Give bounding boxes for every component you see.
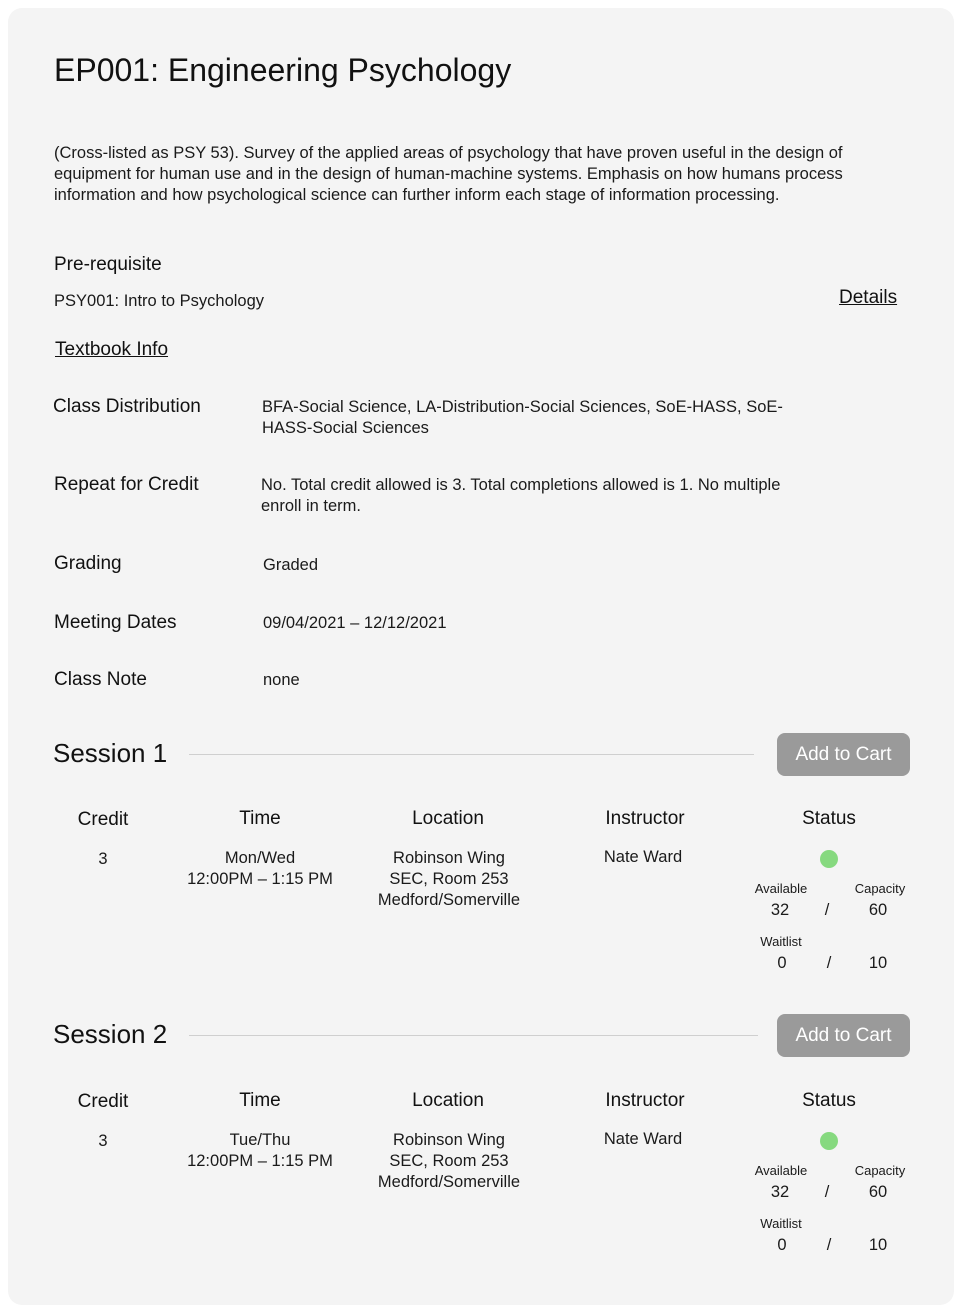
session-2-instructor: Nate Ward [603,1130,683,1148]
session-2-capacity-value: 60 [868,1183,888,1201]
class-note-value: none [263,671,300,689]
class-distribution-label: Class Distribution [53,396,201,417]
session-1-credit: 3 [98,850,108,868]
session-2-available-separator: / [824,1183,830,1201]
session-1-credit-header: Credit [77,809,129,830]
session-1-capacity-label: Capacity [854,881,906,896]
session-1-location-line-1: Robinson Wing [393,849,505,867]
session-2-waitlist-separator: / [826,1236,832,1254]
session-2-time: 12:00PM – 1:15 PM [187,1152,333,1170]
session-2-add-to-cart-button[interactable]: Add to Cart [777,1014,910,1057]
repeat-credit-label: Repeat for Credit [54,474,199,495]
textbook-info-link[interactable]: Textbook Info [55,339,169,360]
session-1-available-label: Available [754,881,808,896]
session-1-status-header: Status [802,808,856,829]
session-2-waitlist-label: Waitlist [760,1216,802,1231]
session-2-status-header: Status [802,1090,856,1111]
session-2-location-line-3: Medford/Somerville [377,1173,521,1191]
session-2-time-header: Time [239,1090,281,1111]
session-1-add-to-cart-button[interactable]: Add to Cart [777,733,910,776]
session-2-title: Session 2 [53,1019,168,1049]
repeat-credit-value: No. Total credit allowed is 3. Total completions allowed is 1. No multiple enroll in term. [261,476,781,515]
class-note-label: Class Note [54,669,147,690]
session-1-waitlist-label: Waitlist [760,934,802,949]
prerequisite-label: Pre-requisite [54,254,162,275]
session-2-location-line-1: Robinson Wing [393,1131,505,1149]
session-2-instructor-header: Instructor [605,1090,685,1111]
session-1-time-header: Time [239,808,281,829]
session-2-capacity-label: Capacity [854,1163,906,1178]
session-1-waitlist-separator: / [826,954,832,972]
session-1-capacity-value: 60 [868,901,888,919]
session-2-available-value: 32 [770,1183,790,1201]
session-2-status-dot-icon [820,1132,838,1150]
session-2-location-line-2: SEC, Room 253 [389,1152,509,1170]
session-2-waitlist-value: 0 [777,1236,787,1254]
session-1-time: 12:00PM – 1:15 PM [187,870,333,888]
grading-value: Graded [263,556,319,574]
session-1-available-separator: / [824,901,830,919]
session-2-credit-header: Credit [77,1091,129,1112]
session-1-title: Session 1 [53,738,168,768]
session-1-available-value: 32 [770,901,790,919]
session-2-days: Tue/Thu [229,1131,291,1149]
grading-label: Grading [54,553,122,574]
class-distribution-value: BFA-Social Science, LA-Distribution-Social Sciences, SoE-HASS, SoE-HASS-Social Sciences [262,398,783,437]
course-title: EP001: Engineering Psychology [54,52,512,88]
session-1-location-line-3: Medford/Somerville [377,891,521,909]
session-1-instructor: Nate Ward [603,848,683,866]
meeting-dates-label: Meeting Dates [54,612,177,633]
session-2-credit: 3 [98,1132,108,1150]
session-2-available-label: Available [754,1163,808,1178]
prerequisite-value: PSY001: Intro to Psychology [54,292,265,310]
session-2-waitlist-capacity-value: 10 [868,1236,888,1254]
session-1-days: Mon/Wed [224,849,296,867]
meeting-dates-value: 09/04/2021 – 12/12/2021 [263,614,447,632]
session-1-waitlist-capacity-value: 10 [868,954,888,972]
prerequisite-details-link[interactable]: Details [839,287,898,308]
session-1-location-header: Location [412,808,484,829]
session-2-location-header: Location [412,1090,484,1111]
session-1-location-line-2: SEC, Room 253 [389,870,509,888]
session-1-instructor-header: Instructor [605,808,685,829]
session-1-waitlist-value: 0 [777,954,787,972]
course-description: (Cross-listed as PSY 53). Survey of the applied areas of psychology that have proven useful in the design of equipment for human use and in the design of human-machine systems. Emphasis on how humans process information and how psychological science can further inform each stage of information processing. [54,144,843,204]
session-1-divider [189,754,754,755]
session-1-status-dot-icon [820,850,838,868]
session-2-divider [189,1035,758,1036]
